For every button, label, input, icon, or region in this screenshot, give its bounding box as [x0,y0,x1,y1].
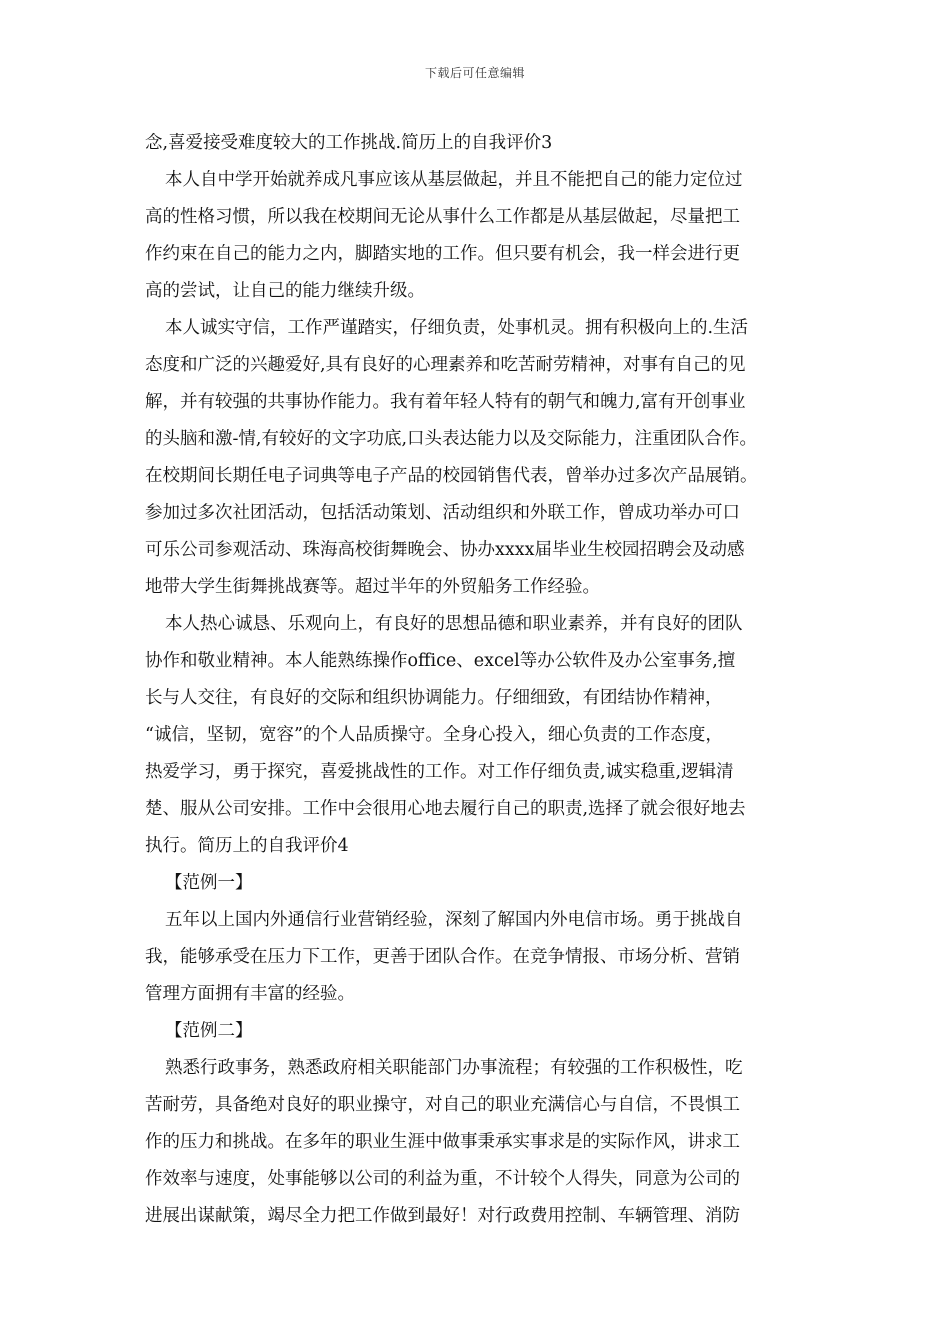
text-line: 高的性格习惯，所以我在校期间无论从事什么工作都是从基层做起，尽量把工 [145,207,740,227]
text-line: 念,喜爱接受难度较大的工作挑战.简历上的自我评价3 [145,133,553,153]
text-line: 参加过多次社团活动，包括活动策划、活动组织和外联工作，曾成功举办可口 [145,503,740,523]
document-body [145,125,810,1235]
text-line: 可乐公司参观活动、珠海高校街舞晚会、协办xxxx届毕业生校园招聘会及动感 [145,540,745,560]
text-line: 苦耐劳，具备绝对良好的职业操守，对自己的职业充满信心与自信，不畏惧工 [145,1095,740,1115]
text-line: 高的尝试，让自己的能力继续升级。 [145,281,425,301]
text-line: “诚信，坚韧，宽容”的个人品质操守。全身心投入，细心负责的工作态度， [145,725,723,745]
text-line: 楚、服从公司安排。工作中会很用心地去履行自己的职责,选择了就会很好地去 [145,799,746,819]
text-line: 本人诚实守信，工作严谨踏实，仔细负责，处事机灵。拥有积极向上的.生活 [165,318,749,338]
text-line: 本人热心诚恳、乐观向上，有良好的思想品德和职业素养，并有良好的团队 [165,614,743,634]
text-line: 的头脑和激-情,有较好的文字功底,口头表达能力以及交际能力，注重团队合作。 [145,429,758,449]
page-header-note: 下载后可任意编辑 [424,66,525,80]
text-line: 地带大学生街舞挑战赛等。超过半年的外贸船务工作经验。 [145,577,600,597]
text-line: 作约束在自己的能力之内，脚踏实地的工作。但只要有机会，我一样会进行更 [145,244,740,264]
text-line: 态度和广泛的兴趣爱好,具有良好的心理素养和吃苦耐劳精神，对事有自己的见 [145,355,746,375]
text-line: 解，并有较强的共事协作能力。我有着年轻人特有的朝气和魄力,富有开创事业 [145,392,746,412]
text-line: 在校期间长期任电子词典等电子产品的校园销售代表，曾举办过多次产品展销。 [145,466,758,486]
text-line: 作的压力和挑战。在多年的职业生涯中做事秉承实事求是的实际作风，讲求工 [145,1132,740,1152]
text-line: 热爱学习，勇于探究，喜爱挑战性的工作。对工作仔细负责,诚实稳重,逻辑清 [145,762,734,782]
text-line: 协作和敬业精神。本人能熟练操作office、excel等办公软件及办公室事务,擅 [145,651,736,671]
text-line: 我，能够承受在压力下工作，更善于团队合作。在竞争情报、市场分析、营销 [145,947,740,967]
text-line: 执行。简历上的自我评价4 [145,836,349,856]
text-line: 熟悉行政事务，熟悉政府相关职能部门办事流程；有较强的工作积极性，吃 [165,1058,743,1078]
text-line: 进展出谋献策，竭尽全力把工作做到最好！对行政费用控制、车辆管理、消防 [145,1206,740,1226]
text-line: 【范例二】 [165,1021,253,1041]
text-line: 管理方面拥有丰富的经验。 [145,984,355,1004]
text-line: 作效率与速度，处事能够以公司的利益为重，不计较个人得失，同意为公司的 [145,1169,740,1189]
text-line: 【范例一】 [165,873,253,893]
text-line: 本人自中学开始就养成凡事应该从基层做起，并且不能把自己的能力定位过 [165,170,743,190]
text-line: 五年以上国内外通信行业营销经验，深刻了解国内外电信市场。勇于挑战自 [165,910,743,930]
text-line: 长与人交往，有良好的交际和组织协调能力。仔细细致，有团结协作精神， [145,688,723,708]
